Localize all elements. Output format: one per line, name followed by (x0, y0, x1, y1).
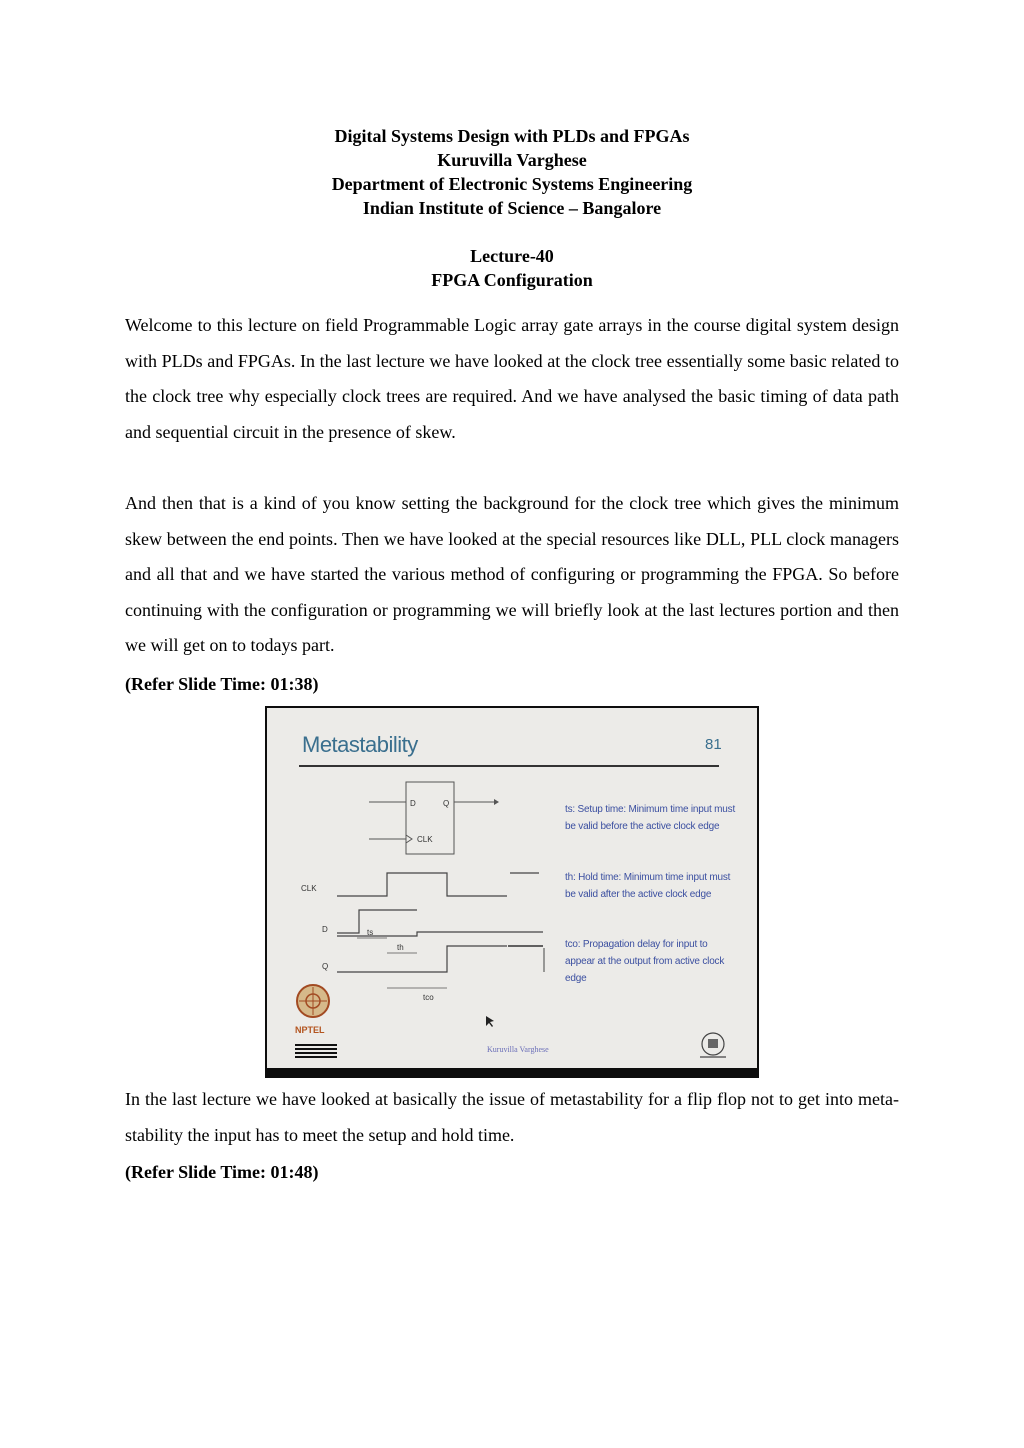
lecture-heading (0, 244, 1024, 292)
ts-label: ts (367, 928, 374, 937)
paragraph-metastability: In the last lecture we have looked at basically the issue of metastability for a flip flop not to get into meta-stability the input has to meet the setup and hold time. (125, 1089, 899, 1145)
paragraph-intro: Welcome to this lecture on field Programmable Logic array gate arrays in the course digital system design with PLDs and FPGAs. In the last lecture we have looked at the clock tree essentially some basic related to the clock tree why especially clock trees are required. And we have analysed the basic timing of data path and sequential circuit in the presence of skew. (125, 315, 899, 442)
propagation-delay-note: tco: Propagation delay for input to appear at the output from active clock edge (565, 939, 725, 984)
q-arrow-icon (494, 799, 499, 805)
d-pin-label: D (410, 799, 416, 808)
refer-slide-time-1: (Refer Slide Time: 01:38) (125, 674, 319, 694)
instructor-name: Kuruvilla Varghese (437, 150, 587, 170)
institute-name: Indian Institute of Science – Bangalore (362, 198, 662, 218)
document-header (0, 124, 1024, 220)
paragraph-recap: And then that is a kind of you know setting the background for the clock tree which gives the minimum skew between the end points. Then we have looked at the special resources like DLL, PLL clock managers and all that and we have started the various method of configuring or programming the FPGA. So before continuing with the configuration or programming we will briefly look at the last lectures portion and then we will get on to todays part. (125, 493, 899, 656)
department-name: Department of Electronic Systems Engineering (331, 174, 693, 194)
refer-slide-time-2: (Refer Slide Time: 01:48) (125, 1162, 319, 1182)
q-pin-label: Q (443, 799, 450, 808)
th-label: th (397, 943, 404, 952)
stripes-logo-icon (295, 1044, 337, 1058)
nptel-logo-text: NPTEL (295, 1025, 325, 1035)
slide-author: Kuruvilla Varghese (487, 1045, 549, 1054)
q-waveform (337, 946, 507, 972)
d-signal-label: D (322, 925, 328, 934)
clk-waveform (337, 873, 507, 896)
mouse-cursor-icon (486, 1016, 494, 1027)
clk-signal-label: CLK (301, 884, 317, 893)
tco-label: tco (423, 993, 434, 1002)
lecture-number: Lecture-40 (470, 246, 554, 266)
clock-edge-icon (406, 835, 412, 843)
course-title: Digital Systems Design with PLDs and FPGAs (334, 126, 690, 146)
q-signal-label: Q (322, 962, 329, 971)
slide-canvas (267, 708, 757, 1068)
iisc-emblem-icon (700, 1033, 726, 1057)
slide-title: Metastability (302, 732, 418, 757)
slide-screenshot (265, 706, 759, 1078)
hold-time-note: th: Hold time: Minimum time input must be valid after the active clock edge (565, 872, 731, 900)
lecture-title: FPGA Configuration (431, 270, 593, 290)
setup-time-note: ts: Setup time: Minimum time input must be valid before the active clock edge (565, 804, 736, 832)
d-waveform-high (337, 910, 417, 933)
clk-pin-label: CLK (417, 835, 433, 844)
slide-number: 81 (705, 736, 722, 753)
